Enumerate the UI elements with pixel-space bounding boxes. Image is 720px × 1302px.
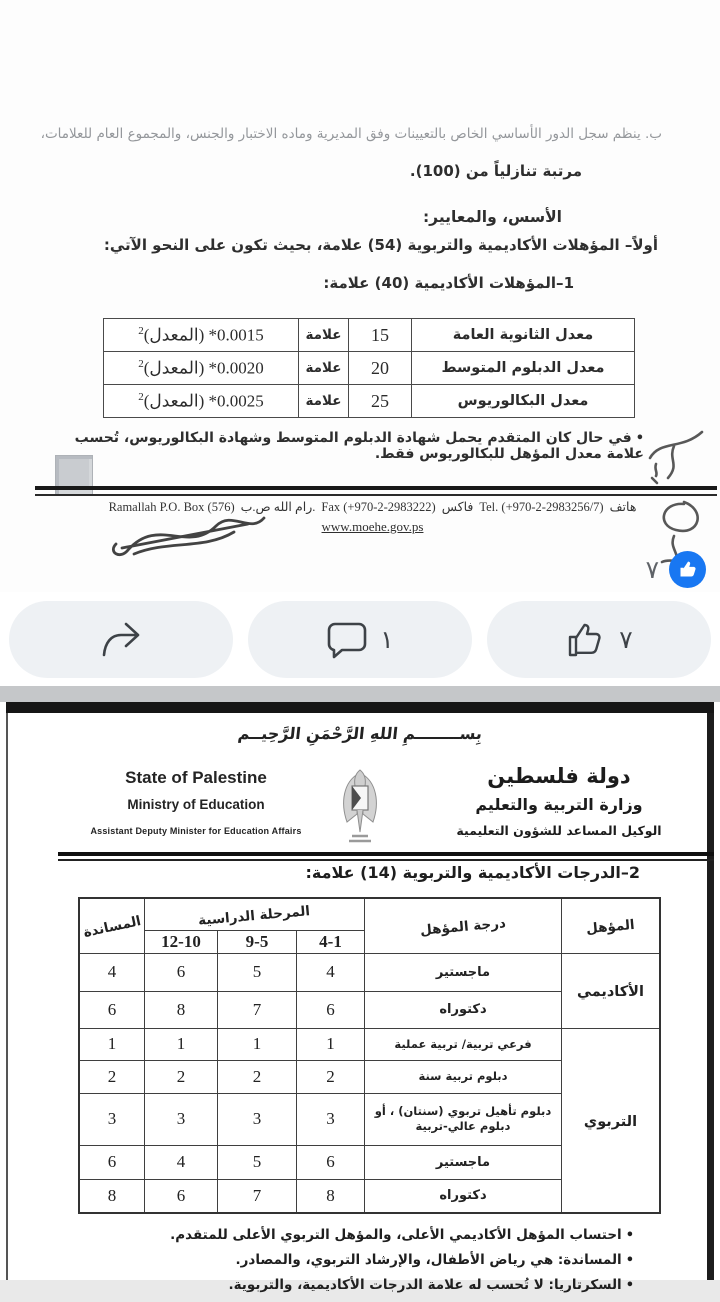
label-cell: معدل الدبلوم المتوسط <box>412 352 635 385</box>
points-cell: 25 <box>349 385 412 418</box>
group-educational: التربوي <box>562 1028 661 1213</box>
page-edge-left <box>6 713 8 1280</box>
reaction-total-count: ٧ <box>645 555 659 584</box>
doc1-heading-first: أولاً– المؤهلات الأكاديمية والتربوية (54) علامة، بحيث تكون على النحو الآتي: <box>103 236 658 254</box>
table-row <box>104 319 635 352</box>
like-badge-icon <box>669 551 706 588</box>
comment-count: ١ <box>380 625 394 654</box>
comment-button[interactable] <box>248 601 472 678</box>
document-2-image[interactable] <box>0 702 720 1293</box>
doc2-header-english <box>66 768 326 836</box>
ministry-name-en: Ministry of Education <box>127 797 265 812</box>
unit-cell: علامة <box>299 352 349 385</box>
doc1-heading-criteria: الأسس، والمعايير: <box>422 208 562 226</box>
label-cell: معدل الثانوية العامة <box>412 319 635 352</box>
share-button[interactable] <box>9 601 233 678</box>
doc2-section-heading: 2–الدرجات الأكاديمية والتربوية (14) علامة: <box>305 863 640 882</box>
footer-divider-line <box>35 486 717 496</box>
like-button[interactable] <box>487 601 711 678</box>
formula-cell: $^2$(المعدل) *0.0025 <box>104 385 299 418</box>
formula-cell: $^2$(المعدل) *0.0015 <box>104 319 299 352</box>
ministry-name-ar: وزارة التربية والتعليم <box>475 795 643 814</box>
table-row: 2 2 2 2 دبلوم تربية سنة <box>79 1060 660 1093</box>
unit-cell: علامة <box>299 385 349 418</box>
doc2-header-arabic <box>434 764 684 838</box>
table-row: 8 6 7 8 دكتوراه <box>79 1179 660 1213</box>
document-1-image[interactable] <box>0 0 720 592</box>
table-header-row <box>79 898 660 930</box>
page-edge-right <box>707 713 714 1280</box>
signature-scribble <box>622 424 708 492</box>
header-degree: درجة المؤهل <box>365 898 562 953</box>
doc1-contact-line: Ramallah P.O. Box (576) رام الله ص.ب. Fax (+970-2-2983222) فاكس Tel. (+970-2-2983256/7) هاتف <box>108 500 637 514</box>
header-stage-12-10: 12-10 <box>145 930 218 953</box>
group-academic: الأكاديمي <box>562 953 661 1028</box>
header-stage-9-5: 9-5 <box>218 930 297 953</box>
section-divider <box>0 686 720 702</box>
label-cell: معدل البكالوريوس <box>412 385 635 418</box>
doc2-notes <box>60 1227 634 1302</box>
points-cell: 15 <box>349 319 412 352</box>
doc1-line1: ب. ينظم سجل الدور الأساسي الخاص بالتعيينات وفق المديرية وماده الاختبار والجنس، والمجموع العام للعلامات، <box>40 126 662 142</box>
header-stage-4-1: 4-1 <box>297 930 365 953</box>
table-row: 6 8 7 6 دكتوراه <box>79 991 660 1028</box>
table-row: 4 6 5 4 ماجستير الأكاديمي <box>79 953 660 991</box>
like-count: ٧ <box>619 625 633 654</box>
thumbs-up-icon <box>565 619 607 661</box>
table-row: 3 3 3 3 دبلوم تأهيل تربوي (سنتان) ، أو دبلوم عالي-تربية <box>79 1093 660 1145</box>
deputy-title-ar: الوكيل المساعد للشؤون التعليمية <box>456 823 662 838</box>
doc1-heading-academic: 1–المؤهلات الأكاديمية (40) علامة: <box>323 274 574 292</box>
formula-cell: $^2$(المعدل) *0.0020 <box>104 352 299 385</box>
header-divider-line <box>58 852 714 861</box>
header-support: المساندة <box>79 898 145 953</box>
header-stage: المرحلة الدراسية <box>145 898 365 930</box>
share-icon <box>99 619 143 661</box>
comment-icon <box>326 619 368 661</box>
doc2-grades-table <box>78 897 661 1214</box>
doc1-qualifications-table <box>103 318 635 418</box>
note-line: •احتساب المؤهل الأكاديمي الأعلى، والمؤهل التربوي الأعلى للمتقدم. <box>170 1227 634 1243</box>
state-name-ar: دولة فلسطين <box>487 764 631 788</box>
table-row <box>104 352 635 385</box>
state-name-en: State of Palestine <box>125 768 267 787</box>
note-line: •المساندة: هي رياض الأطفال، والإرشاد التربوي، والمصادر. <box>235 1252 634 1268</box>
table-row: 1 1 1 1 فرعي تربية/ تربية عملية التربوي <box>79 1028 660 1060</box>
points-cell: 20 <box>349 352 412 385</box>
unit-cell: علامة <box>299 319 349 352</box>
palestine-eagle-emblem-icon <box>330 766 390 848</box>
doc1-line2: مرتبة تنازلياً من (100). <box>409 162 582 180</box>
bullet-icon: • <box>635 431 644 446</box>
page-edge-top <box>6 702 714 713</box>
doc1-note: •في حال كان المتقدم يحمل شهادة الدبلوم المتوسط وشهادة البكالوريوس، تُحسب علامة معدل المؤهل للبكالوريوس فقط. <box>74 430 644 462</box>
header-qualification: المؤهل <box>562 898 661 953</box>
reaction-summary[interactable] <box>646 551 706 588</box>
table-row: 6 4 5 6 ماجستير <box>79 1145 660 1179</box>
deputy-title-en: Assistant Deputy Minister for Education Affairs <box>90 826 302 836</box>
table-row <box>104 385 635 418</box>
note-line: •السكرتاريا: لا تُحسب له علامة الدرجات الأكاديمية، والتربوية. <box>228 1277 634 1293</box>
website-link[interactable]: www.moehe.gov.ps <box>321 519 424 534</box>
bismillah-calligraphy: بِســــــــمِ اللهِ الرَّحْمَنِ الرَّحِيــم <box>236 724 484 743</box>
